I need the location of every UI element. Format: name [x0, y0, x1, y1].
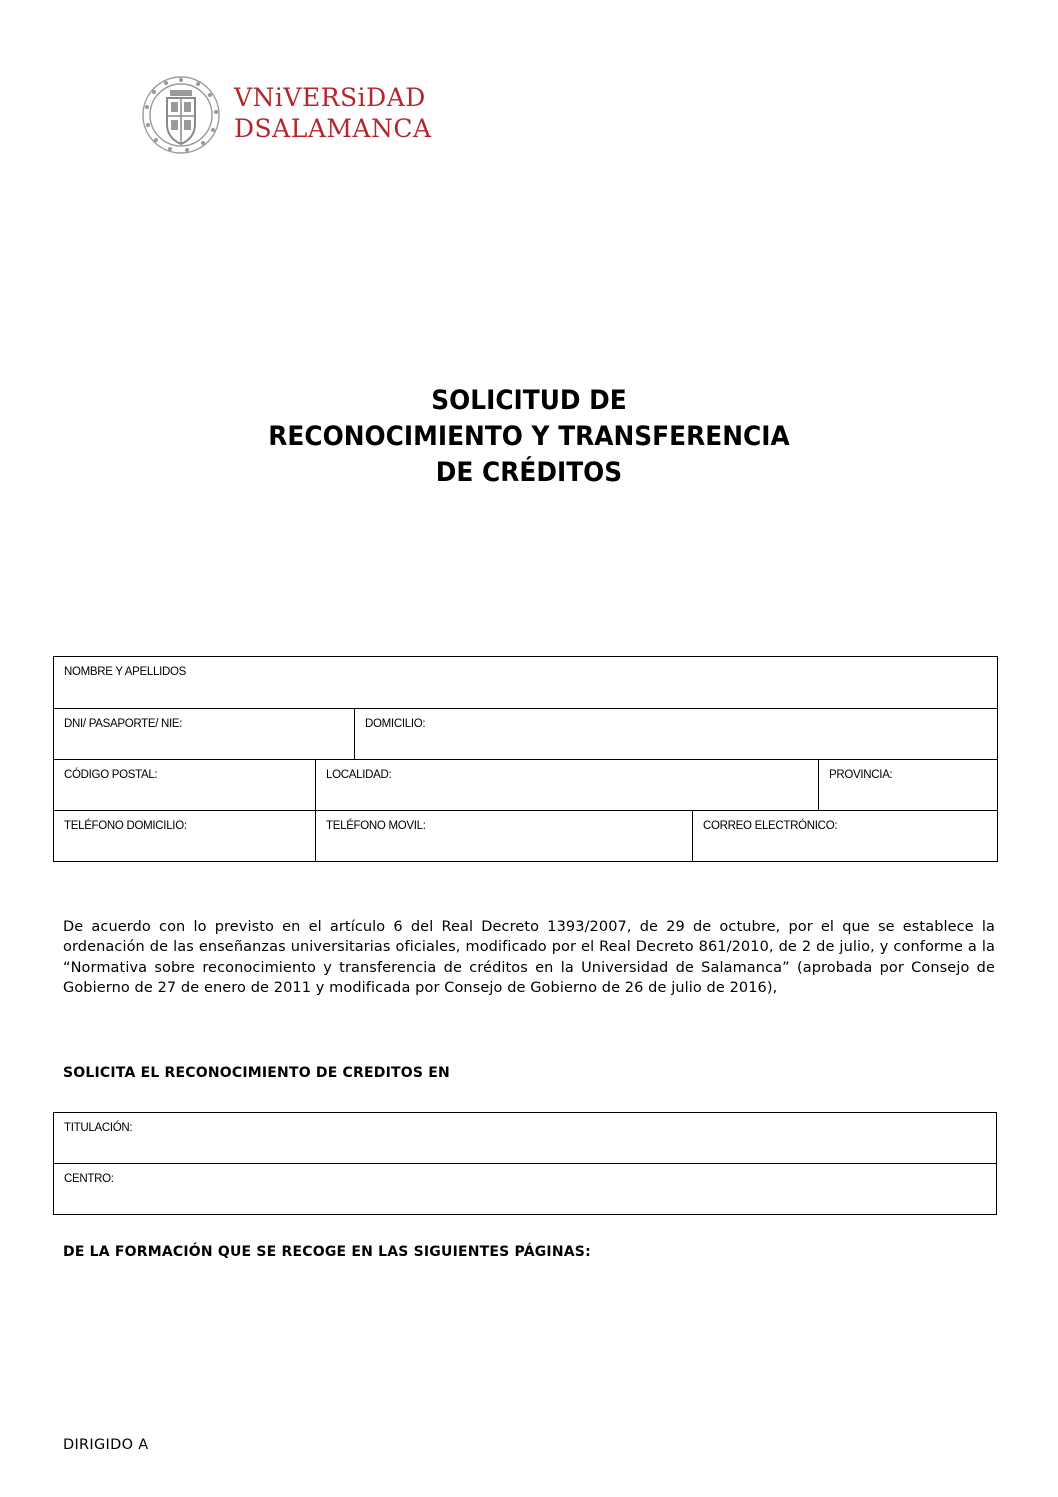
addressed-to-label: DIRIGIDO A — [63, 1437, 149, 1453]
email-field[interactable]: CORREO ELECTRÓNICO: — [693, 811, 998, 862]
university-logo — [140, 74, 432, 156]
home-phone-field[interactable]: TELÉFONO DOMICILIO: — [54, 811, 316, 862]
training-heading: DE LA FORMACIÓN QUE SE RECOGE EN LAS SIGUIENTES PÁGINAS: — [63, 1244, 591, 1260]
postal-code-field[interactable]: CÓDIGO POSTAL: — [54, 760, 316, 811]
mobile-phone-field[interactable]: TELÉFONO MOVIL: — [316, 811, 693, 862]
locality-field[interactable]: LOCALIDAD: — [316, 760, 819, 811]
legal-paragraph: De acuerdo con lo previsto en el artículo 6 del Real Decreto 1393/2007, de 29 de octubre, por el que se establece la ordenación de las enseñanzas universitarias oficiales, modificado por el Real Decreto 861/2010, de 2 de julio, y conforme a la “Normativa sobre reconocimiento y transferencia de créditos en la Universidad de Salamanca” (aprobada por Consejo de Gobierno de 27 de enero de 2011 y modificada por Consejo de Gobierno de 26 de julio de 2016), — [63, 919, 995, 996]
dni-field[interactable]: DNI/ PASAPORTE/ NIE: — [54, 709, 355, 760]
request-heading: SOLICITA EL RECONOCIMIENTO DE CREDITOS EN — [63, 1065, 450, 1081]
title-line-3: DE CRÉDITOS — [435, 457, 623, 488]
title-line-2: RECONOCIMIENTO Y TRANSFERENCIA — [268, 421, 790, 452]
name-field[interactable]: NOMBRE Y APELLIDOS — [54, 657, 998, 709]
university-wordmark — [234, 82, 432, 144]
university-seal-icon — [140, 74, 222, 156]
wordmark-line-2: DSALAMANCA — [234, 114, 432, 143]
address-field[interactable]: DOMICILIO: — [355, 709, 998, 760]
personal-data-form — [53, 656, 998, 862]
page-title — [0, 383, 1058, 491]
wordmark-line-1: VNiVERSiDAD — [234, 83, 426, 112]
study-data-form — [53, 1112, 997, 1215]
province-field[interactable]: PROVINCIA: — [819, 760, 998, 811]
center-field[interactable]: CENTRO: — [54, 1164, 997, 1215]
title-line-1: SOLICITUD DE — [431, 385, 627, 416]
degree-field[interactable]: TITULACIÓN: — [54, 1113, 997, 1164]
